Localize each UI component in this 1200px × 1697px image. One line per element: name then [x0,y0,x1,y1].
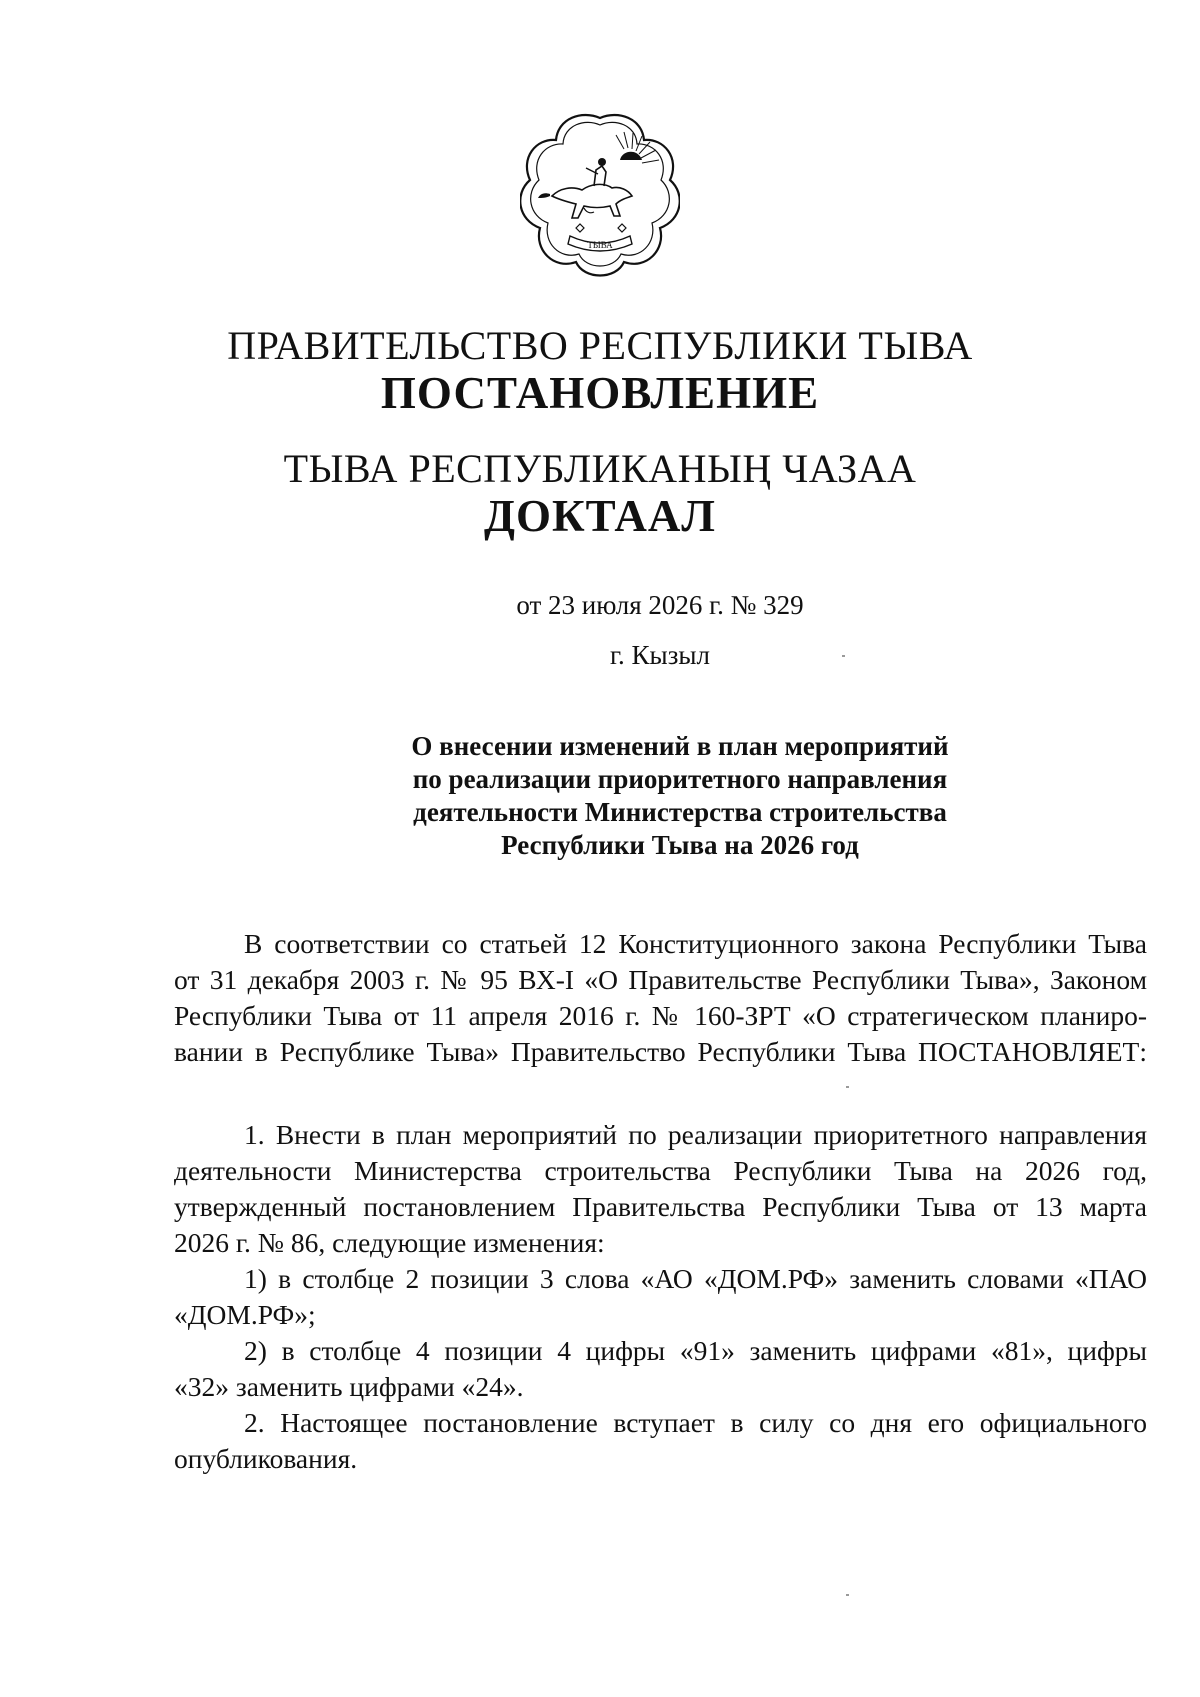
item-2-line: 2. Настоящее постановление вступает в силу со дня его официального [244,1407,1147,1438]
scan-speck [842,655,845,657]
svg-text:ТЫВА: ТЫВА [587,240,613,250]
subitem-2-line: 2) в столбце 4 позиции 4 цифры «91» заменить цифрами «81», цифры [244,1335,1147,1366]
scan-speck [846,1086,849,1088]
document-kind-tyv: ДОКТААЛ [484,491,716,541]
item-1-line: утвержденный постановлением Правительства Республики Тыва от 13 марта [174,1191,1147,1222]
document-date-number: от 23 июля 2026 г. № 329 [516,590,804,620]
scan-speck [846,1594,849,1596]
government-title-tyv: ТЫВА РЕСПУБЛИКАНЫҢ ЧАЗАА [283,446,917,491]
document-city: г. Кызыл [610,640,710,670]
item-1-line: 2026 г. № 86, следующие изменения: [174,1227,605,1258]
body-line: Республики Тыва от 11 апреля 2016 г. № 160-ЗРТ «О стратегическом планиро- [174,1000,1147,1031]
item-1-line: деятельности Министерства строительства Республики Тыва на 2026 год, [174,1155,1147,1186]
subitem-2-line: «32» заменить цифрами «24». [174,1371,524,1402]
subject-line: по реализации приоритетного направления [412,764,948,794]
item-2-line: опубликования. [174,1443,358,1474]
subject-line: О внесении изменений в план мероприятий [411,731,949,761]
body-line: В соответствии со статьей 12 Конституционного закона Республики Тыва [244,928,1147,959]
resolution-items [174,1117,1147,1477]
tuva-coat-of-arms-icon [520,108,680,283]
document-subject [380,730,980,862]
document-kind-ru: ПОСТАНОВЛЕНИЕ [380,368,820,418]
government-title-ru: ПРАВИТЕЛЬСТВО РЕСПУБЛИКИ ТЫВА [227,323,973,368]
item-1-line: 1. Внести в план мероприятий по реализации приоритетного направления [244,1119,1147,1150]
body-line: вании в Республике Тыва» Правительство Республики Тыва ПОСТАНОВЛЯЕТ: [174,1036,1147,1067]
subject-line: Республики Тыва на 2026 год [501,830,859,860]
body-line: от 31 декабря 2003 г. № 95 ВХ-I «О Правительстве Республики Тыва», Законом [174,964,1147,995]
subject-line: деятельности Министерства строительства [413,797,947,827]
subitem-1-line: «ДОМ.РФ»; [174,1299,316,1330]
preamble-paragraph [174,926,1147,1070]
subitem-1-line: 1) в столбце 2 позиции 3 слова «АО «ДОМ.РФ» заменить словами «ПАО [244,1263,1147,1294]
